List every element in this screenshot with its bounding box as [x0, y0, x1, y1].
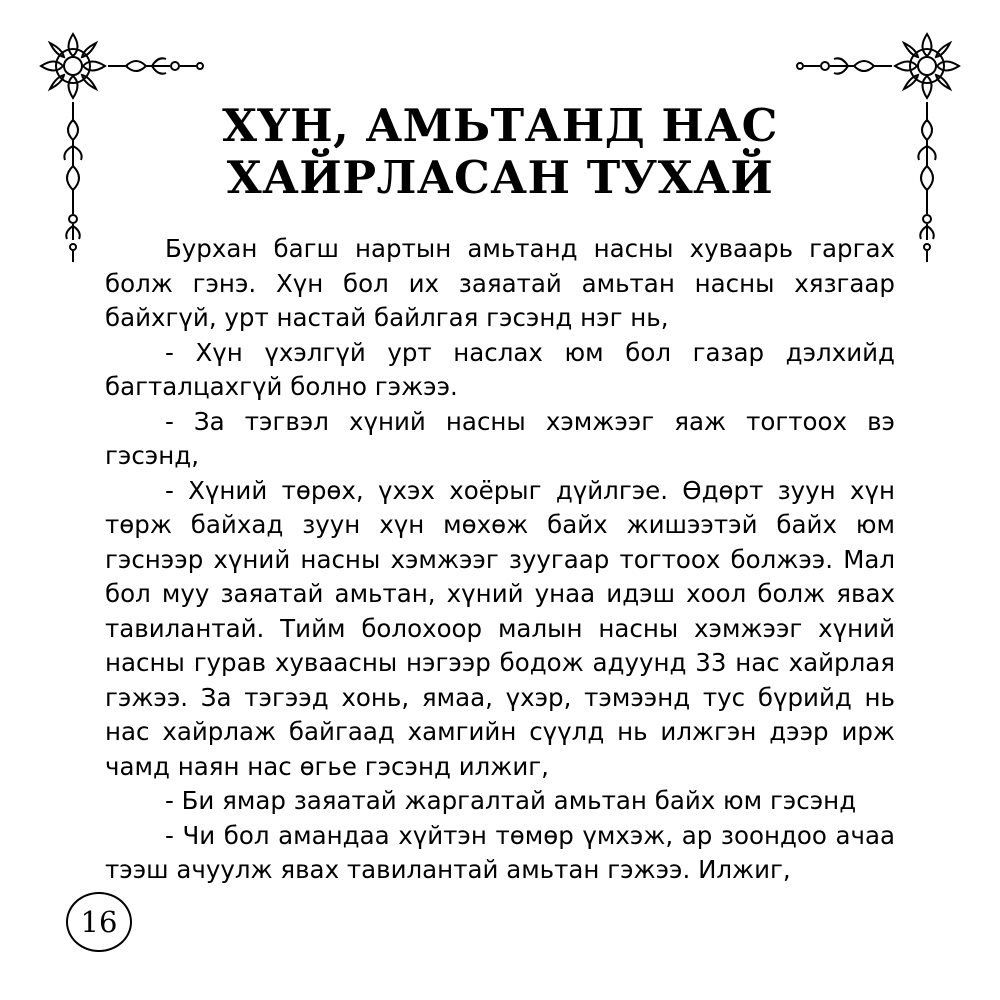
- paragraph: - За тэгвэл хүний насны хэмжээг яаж тогтоох вэ гэсэнд,: [105, 406, 895, 470]
- paragraph: - Хүн үхэлгүй урт наслах юм бол газар дэлхийд багталцахгүй болно гэжээ.: [105, 337, 895, 401]
- paragraph: - Чи бол амандаа хүйтэн төмөр үмхэж, ар зоондоо ачаа тээш ачуулж явах тавилантай амьтан гэжээ. Илжиг,: [105, 820, 895, 884]
- page-number: 16: [80, 905, 118, 939]
- page-number-badge: [66, 892, 132, 952]
- paragraph: Бурхан багш нартын амьтанд насны хуваарь гаргах болж гэнэ. Хүн бол их заяатай амьтан насны хязгаар байхгүй, урт настай байлгая гэсэнд нэг нь,: [105, 234, 895, 332]
- page-title-line-1: ХҮН, АМЬТАНД НАС: [222, 99, 778, 152]
- paragraph: - Хүний төрөх, үхэх хоёрыг дүйлгэе. Өдөрт зуун хүн төрж байхад зуун хүн мөхөж байх жишээтэй байх юм гэснээр хүний насны хэмжээг зуугаар тогтоох болжээ. Мал бол муу заяатай амьтан, хүний унаа идэш хоол болж явах тавилантай. Тийм болохоор малын насны хэмжээг хүний насны гурав хуваасны нэгээр бодож адуунд 33 нас хайрлая гэжээ. За тэгээд хонь, ямаа, үхэр, тэмээнд тус бүрийд нь нас хайрлаж байгаад хамгийн сүүлд нь илжгэн дээр ирж чамд наян нас өгье гэсэнд илжиг,: [105, 475, 895, 781]
- page-title: [200, 100, 800, 204]
- page-title-line-2: ХАЙРЛАСАН ТУХАЙ: [226, 151, 774, 204]
- story-body: [105, 232, 895, 888]
- paragraph: - Би ямар заяатай жаргалтай амьтан байх юм гэсэнд: [165, 786, 857, 815]
